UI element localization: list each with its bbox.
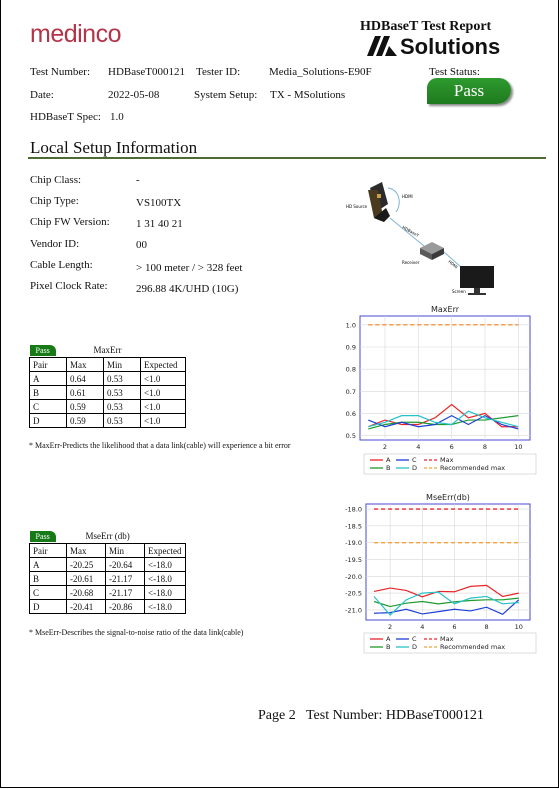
- y-tick-label: 0.5: [345, 432, 356, 441]
- cell: 0.53: [104, 372, 141, 386]
- y-tick-label: 0.8: [345, 365, 356, 374]
- cell: <1.0: [141, 386, 186, 400]
- section-divider: [28, 157, 546, 159]
- cell: 0.53: [104, 386, 141, 400]
- cell: D: [30, 600, 67, 614]
- header-max: Max: [67, 544, 106, 558]
- table-row: [30, 372, 186, 386]
- x-tick-label: 4: [420, 623, 425, 631]
- cell: A: [30, 558, 67, 572]
- chip-fw-value: 1 31 40 21: [136, 218, 183, 230]
- test-number-value: HDBaseT000121: [108, 66, 185, 78]
- table-header-row: [30, 544, 186, 558]
- cell: <1.0: [141, 414, 186, 428]
- x-tick-label: 4: [416, 443, 421, 451]
- screen-label: Screen: [452, 289, 466, 294]
- cell: <-18.0: [145, 600, 186, 614]
- y-tick-label: -21.0: [345, 606, 362, 615]
- cell: <1.0: [141, 400, 186, 414]
- msolutions-logo-text: Solutions: [400, 34, 501, 59]
- table-row: [30, 400, 186, 414]
- x-tick-label: 8: [482, 443, 488, 451]
- legend-label: Max: [440, 635, 454, 643]
- msolutions-logo: [367, 34, 500, 60]
- legend-label: A: [386, 456, 391, 464]
- test-number-label: Test Number:: [30, 66, 91, 78]
- legend-label: D: [412, 643, 418, 651]
- header-pair: Pair: [30, 358, 67, 372]
- cable-length-label: Cable Length:: [30, 259, 93, 271]
- hd-source-icon: [368, 182, 390, 222]
- test-status-badge: Pass: [427, 78, 511, 104]
- table-row: [30, 386, 186, 400]
- maxerr-chart: [328, 302, 540, 480]
- x-tick-label: 6: [449, 443, 454, 451]
- chip-fw-label: Chip FW Version:: [30, 216, 110, 228]
- hdmi-label: HDMI: [402, 194, 413, 199]
- x-tick-label: 6: [452, 623, 457, 631]
- report-title: HDBaseT Test Report: [360, 19, 492, 34]
- y-tick-label: -18.5: [345, 522, 362, 531]
- cable-length-value: > 100 meter / > 328 feet: [136, 262, 243, 274]
- cell: C: [30, 586, 67, 600]
- legend-label: A: [386, 635, 391, 643]
- cell: C: [30, 400, 67, 414]
- mseerr-note: * MseErr-Describes the signal-to-noise ratio of the data link(cable): [29, 628, 244, 637]
- y-tick-label: -19.0: [345, 539, 362, 548]
- cell: -20.68: [67, 586, 106, 600]
- receiver-icon: [420, 242, 444, 260]
- legend-label: Recommended max: [440, 643, 506, 651]
- table-title-row: [30, 529, 186, 544]
- cell: -21.17: [106, 586, 145, 600]
- cell: <1.0: [141, 372, 186, 386]
- page-number: Page 2: [258, 708, 296, 723]
- cell: 0.53: [104, 414, 141, 428]
- cell: -20.25: [67, 558, 106, 572]
- cell: -20.41: [67, 600, 106, 614]
- legend-label: C: [412, 456, 417, 464]
- msolutions-mark-icon: [367, 36, 397, 56]
- x-tick-label: 2: [388, 623, 393, 631]
- header-min: Min: [106, 544, 145, 558]
- system-setup-value: TX - MSolutions: [270, 89, 346, 101]
- legend-label: B: [386, 643, 391, 651]
- cell: -21.17: [106, 572, 145, 586]
- mseerr-table-title: MseErr (db): [85, 531, 130, 541]
- x-tick-label: 2: [382, 443, 388, 451]
- tester-id-value: Media_Solutions-E90F: [269, 66, 372, 78]
- page-footer: [258, 708, 484, 724]
- section-title: Local Setup Information: [30, 138, 198, 157]
- y-tick-label: -19.5: [345, 555, 362, 564]
- header-min: Min: [104, 358, 141, 372]
- header-pair: Pair: [30, 544, 67, 558]
- table-title-row: [30, 343, 186, 358]
- footer-test-number: HDBaseT000121: [385, 708, 484, 723]
- y-tick-label: -20.0: [345, 572, 362, 581]
- y-tick-label: 1.0: [345, 321, 356, 330]
- header-expected: Expected: [145, 544, 186, 558]
- cell: -20.61: [67, 572, 106, 586]
- cell: 0.53: [104, 400, 141, 414]
- legend-label: Max: [440, 456, 454, 464]
- y-tick-label: -20.5: [345, 589, 362, 598]
- x-tick-label: 10: [514, 623, 523, 631]
- header-max: Max: [67, 358, 104, 372]
- cell: <-18.0: [145, 572, 186, 586]
- x-tick-label: 8: [484, 623, 489, 631]
- setup-diagram: [340, 178, 510, 298]
- chip-class-value: -: [136, 174, 140, 186]
- receiver-label: Receiver: [402, 260, 420, 265]
- mseerr-chart: [328, 489, 540, 659]
- cell: 0.64: [67, 372, 104, 386]
- cell: 0.59: [67, 400, 104, 414]
- hdbaset-label: HDBaseT: [401, 224, 420, 239]
- cell: B: [30, 386, 67, 400]
- table-row: [30, 414, 186, 428]
- maxerr-note: * MaxErr-Predicts the likelihood that a data link(cable) will experience a bit error: [29, 441, 291, 450]
- maxerr-table: [29, 343, 186, 428]
- hd-source-label: HD Source: [346, 204, 368, 209]
- chip-type-value: VS100TX: [136, 197, 182, 209]
- vendor-id-value: 00: [136, 239, 147, 251]
- pixel-clock-value: 296.88 4K/UHD (10G): [136, 283, 239, 295]
- date-label: Date:: [30, 89, 54, 101]
- spec-label: HDBaseT Spec:: [30, 111, 101, 123]
- cell: B: [30, 572, 67, 586]
- system-setup-label: System Setup:: [194, 89, 258, 101]
- tester-id-label: Tester ID:: [196, 66, 241, 78]
- legend-label: D: [412, 464, 418, 472]
- cell: A: [30, 372, 67, 386]
- y-tick-label: 0.9: [345, 343, 356, 352]
- cell: D: [30, 414, 67, 428]
- maxerr-table-title: MaxErr: [93, 345, 122, 355]
- chart-title: MseErr(db): [426, 493, 470, 502]
- legend-label: C: [412, 635, 417, 643]
- chart-title: MaxErr: [430, 305, 460, 314]
- mseerr-pass-badge: Pass: [30, 531, 56, 542]
- table-row: [30, 586, 186, 600]
- chip-type-label: Chip Type:: [30, 195, 79, 207]
- plot-area: [360, 316, 530, 440]
- maxerr-pass-badge: Pass: [30, 345, 56, 356]
- cell: -20.64: [106, 558, 145, 572]
- table-row: [30, 600, 186, 614]
- mseerr-table: [29, 529, 186, 614]
- footer-test-number-label: Test Number:: [305, 708, 383, 723]
- hdmi-cable-line: [388, 188, 399, 212]
- cell: 0.59: [67, 414, 104, 428]
- cell: <-18.0: [145, 586, 186, 600]
- spec-value: 1.0: [110, 111, 124, 123]
- y-tick-label: -18.0: [345, 505, 362, 514]
- legend-label: B: [386, 464, 391, 472]
- medinco-logo: medinco: [30, 20, 121, 48]
- test-status-label: Test Status:: [429, 66, 480, 78]
- header-expected: Expected: [141, 358, 186, 372]
- x-tick-label: 10: [514, 443, 523, 451]
- cell: 0.61: [67, 386, 104, 400]
- legend-label: Recommended max: [440, 464, 506, 472]
- cell: <-18.0: [145, 558, 186, 572]
- chip-class-label: Chip Class:: [30, 174, 82, 186]
- vendor-id-label: Vendor ID:: [30, 238, 80, 250]
- y-tick-label: 0.7: [345, 387, 356, 396]
- hdmi-out-label: HDMI: [447, 258, 459, 270]
- pixel-clock-label: Pixel Clock Rate:: [30, 280, 108, 292]
- table-header-row: [30, 358, 186, 372]
- date-value: 2022-05-08: [108, 89, 160, 101]
- cell: -20.86: [106, 600, 145, 614]
- table-row: [30, 572, 186, 586]
- y-tick-label: 0.6: [345, 409, 356, 418]
- table-row: [30, 558, 186, 572]
